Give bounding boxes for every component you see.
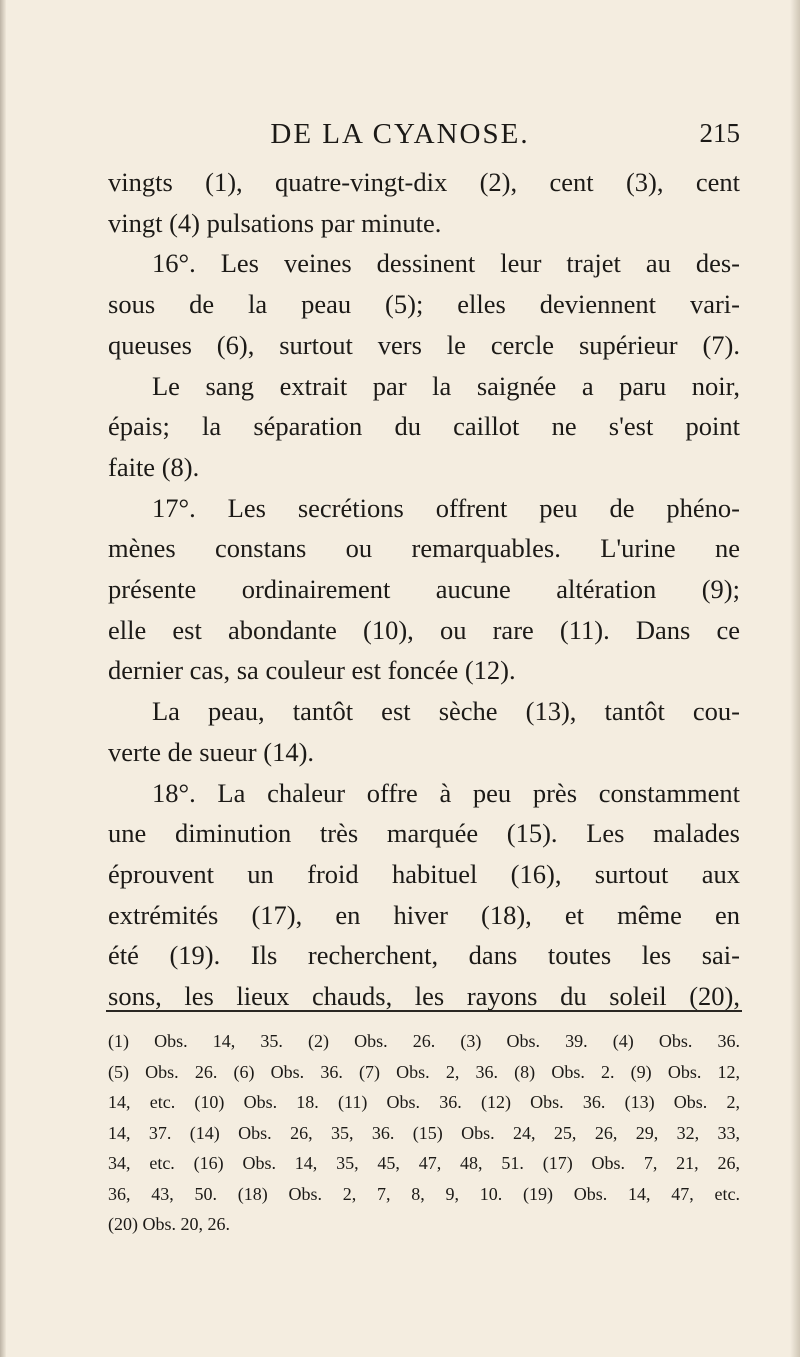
body-line: sous de la peau (5); elles deviennent vari- — [108, 289, 740, 320]
body-line: 17°. Les secrétions offrent peu de phéno- — [152, 492, 740, 523]
footnote-line: (20) Obs. 20, 26. — [108, 1214, 230, 1234]
body-line: vingts (1), quatre-vingt-dix (2), cent (3), cent — [108, 167, 740, 197]
body-line: Le sang extrait par la saignée a paru noir, — [152, 370, 740, 401]
body-line: présente ordinairement aucune altération (9); — [108, 574, 740, 605]
body-line: une diminution très marquée (15). Les malades — [108, 818, 740, 849]
body-line: 16°. Les veines dessinent leur trajet au des- — [152, 248, 740, 279]
footnote-line: (1) Obs. 14, 35. (2) Obs. 26. (3) Obs. 39. (4) Obs. 36. — [108, 1031, 740, 1051]
page-number: 215 — [699, 118, 740, 148]
footnote-line: 14, 37. (14) Obs. 26, 35, 36. (15) Obs. 24, 25, 26, 29, 32, 33, — [108, 1122, 740, 1143]
page-binding-edge — [0, 0, 6, 1357]
body-text — [108, 162, 740, 1017]
body-line: La peau, tantôt est sèche (13), tantôt cou- — [152, 696, 740, 727]
body-line: elle est abondante (10), ou rare (11). Dans ce — [108, 614, 740, 645]
body-line: faite (8). — [108, 451, 200, 482]
footnote-line: 34, etc. (16) Obs. 14, 35, 45, 47, 48, 51. (17) Obs. 7, 21, 26, — [108, 1153, 740, 1173]
footnotes — [108, 1026, 740, 1240]
page-outer-edge — [790, 0, 800, 1357]
footnote-line: 14, etc. (10) Obs. 18. (11) Obs. 36. (12) Obs. 36. (13) Obs. 2, — [108, 1092, 740, 1112]
footnote-line: (5) Obs. 26. (6) Obs. 36. (7) Obs. 2, 36. (8) Obs. 2. (9) Obs. 12, — [108, 1061, 740, 1082]
body-line: été (19). Ils recherchent, dans toutes les sai- — [108, 940, 740, 971]
body-line: vingt (4) pulsations par minute. — [108, 207, 442, 238]
footnote-separator — [106, 1010, 742, 1012]
footnote-line: 36, 43, 50. (18) Obs. 2, 7, 8, 9, 10. (19) Obs. 14, 47, etc. — [108, 1183, 740, 1204]
page-header — [0, 118, 800, 158]
body-line: 18°. La chaleur offre à peu près constamment — [152, 777, 740, 808]
body-line: éprouvent un froid habituel (16), surtout aux — [108, 858, 740, 889]
body-line: dernier cas, sa couleur est foncée (12). — [108, 655, 516, 686]
body-line: verte de sueur (14). — [108, 736, 315, 767]
body-line: sons, les lieux chauds, les rayons du soleil (20), — [108, 981, 740, 1012]
body-line: queuses (6), surtout vers le cercle supérieur (7). — [108, 329, 740, 360]
running-title: DE LA CYANOSE. — [270, 118, 530, 150]
body-line: extrémités (17), en hiver (18), et même en — [108, 899, 740, 930]
body-line: épais; la séparation du caillot ne s'est point — [108, 411, 740, 442]
body-line: mènes constans ou remarquables. L'urine ne — [108, 533, 740, 564]
